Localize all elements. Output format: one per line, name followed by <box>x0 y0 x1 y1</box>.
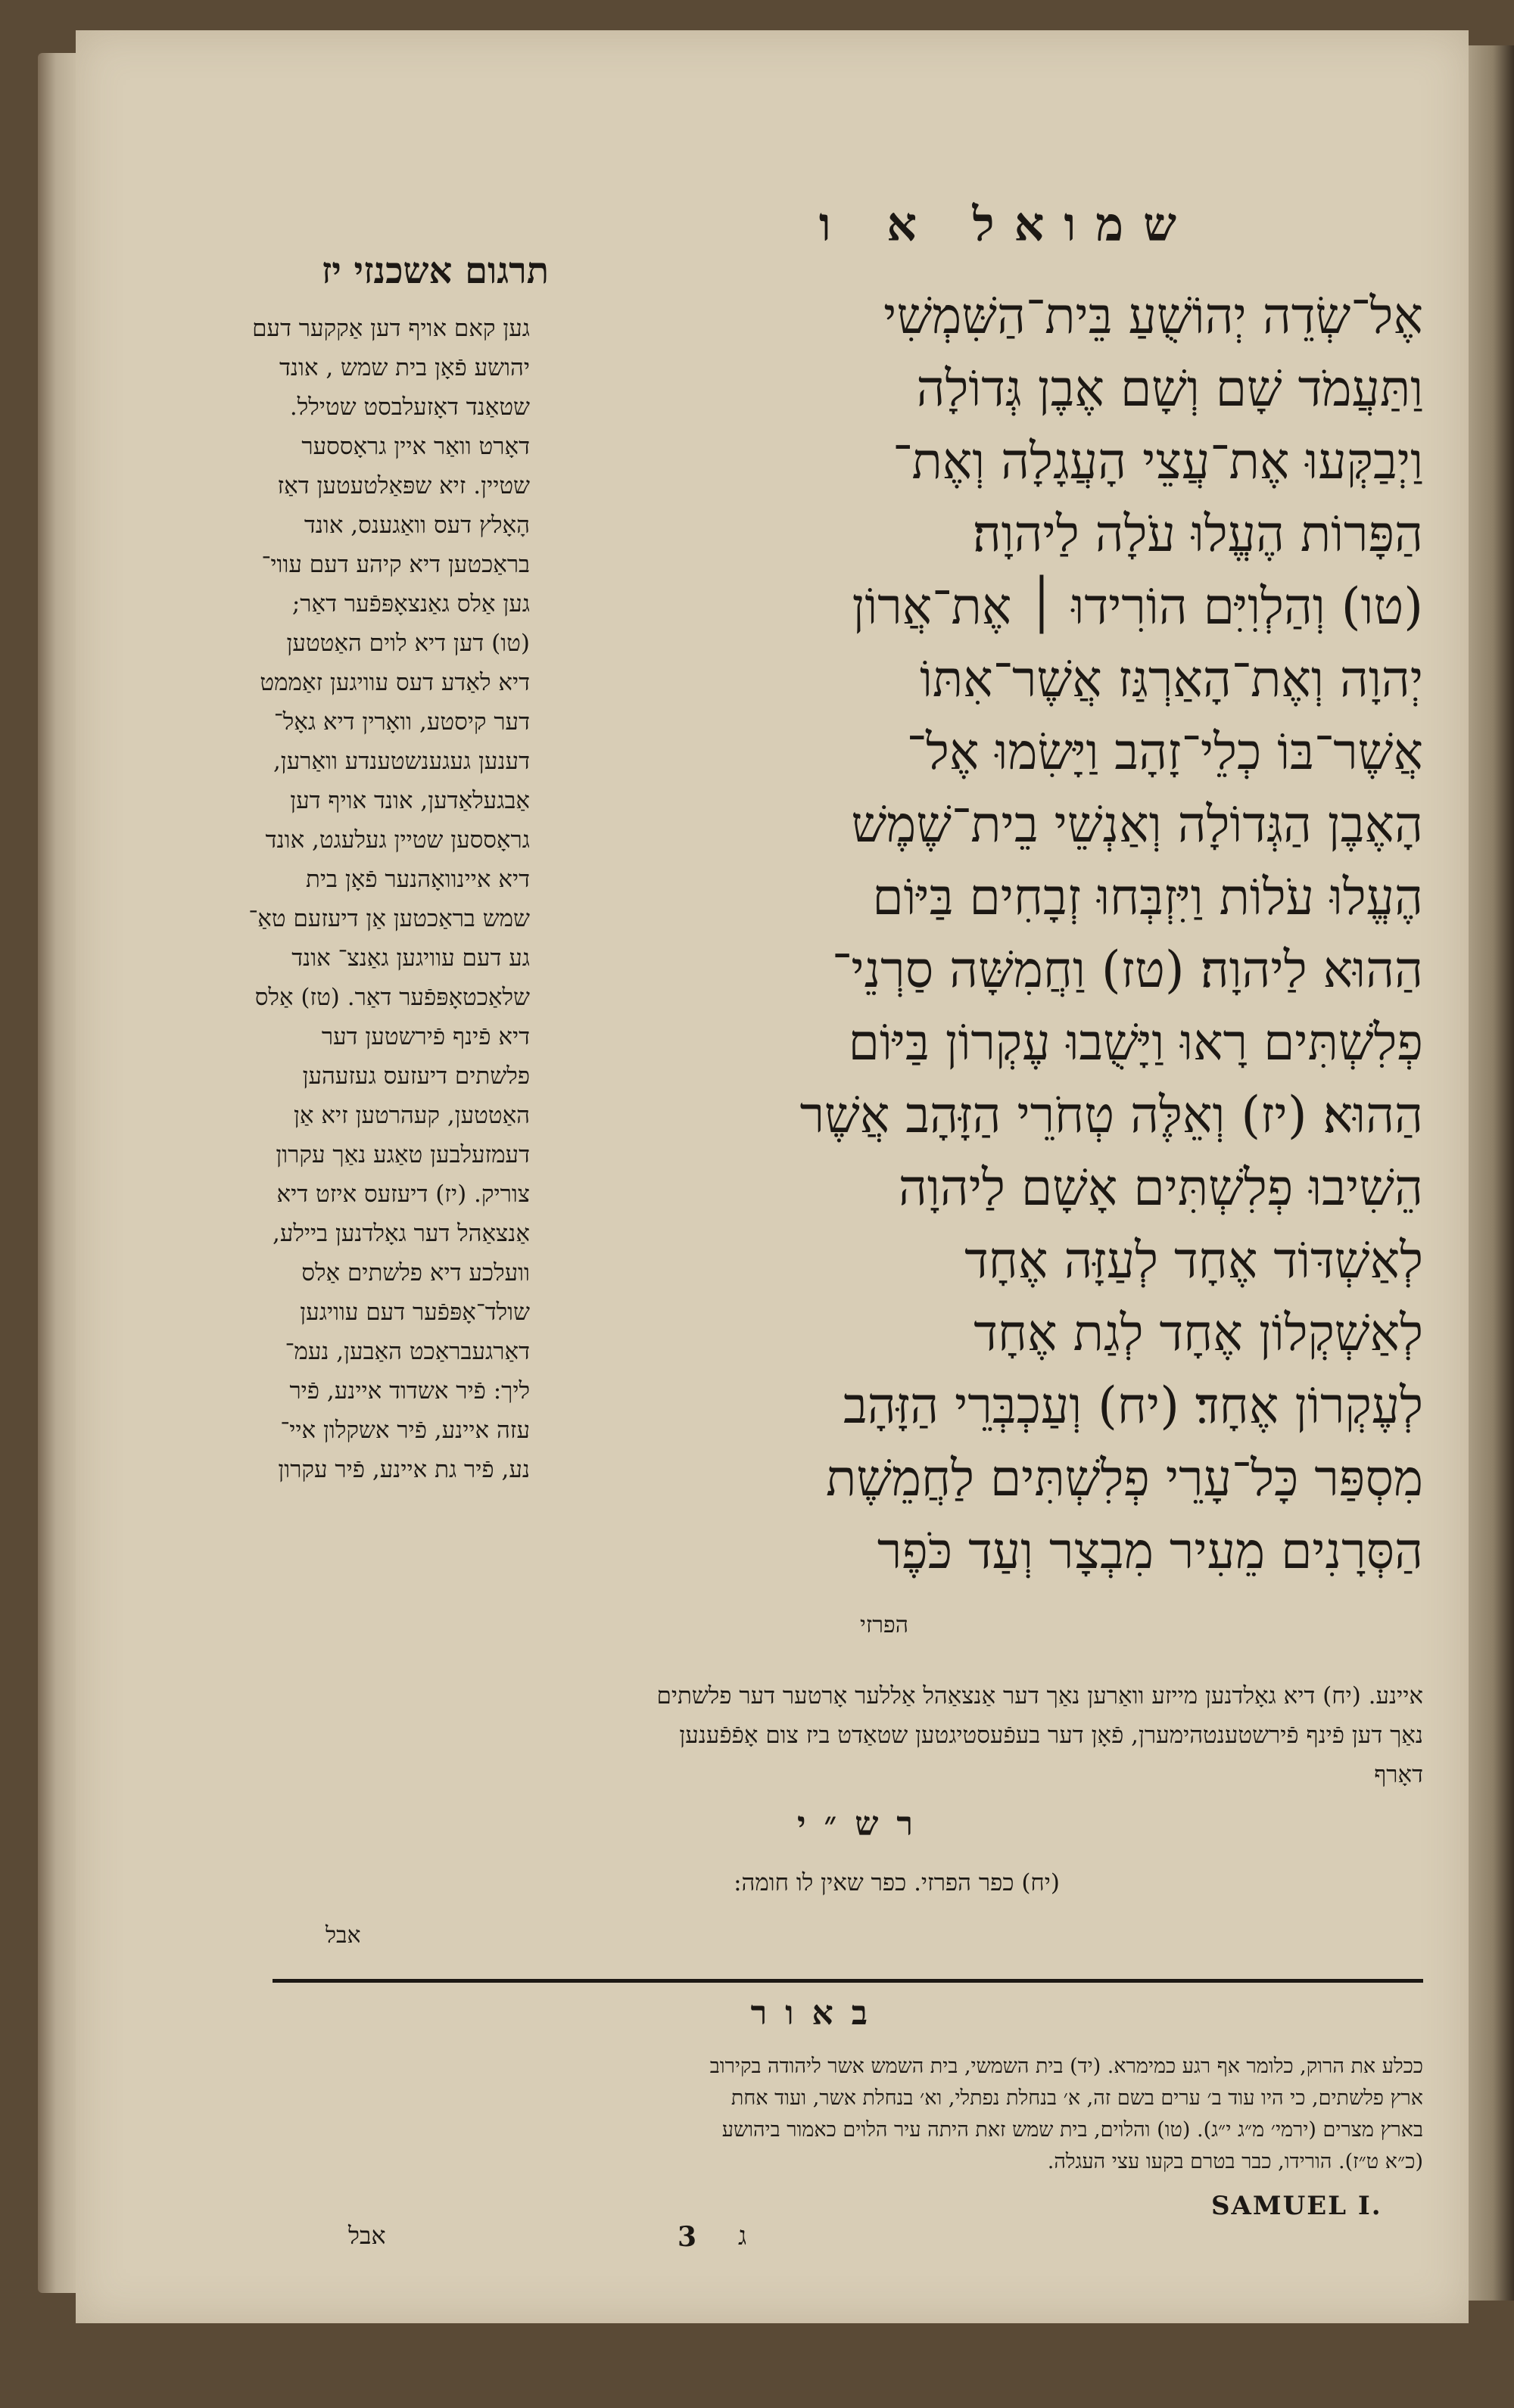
text-line: ארץ פלשתים, כי היו עוד ב׳ ערים בשם זה, א׳ בנחלת נפתלי, וא׳ בנחלת אשר, ועוד אחת <box>731 2086 1423 2110</box>
text-line: דיא פֿינף פֿירשטען דער <box>321 1023 530 1050</box>
text-line: פלשתים דיעזעס געזעהען <box>302 1062 530 1090</box>
text-line: דאָרף <box>1374 1761 1423 1788</box>
text-line: (כ״א ט״ז). הורידו, כבר בטרם בקעו עצי העגלה. <box>1047 2150 1423 2173</box>
text-line: נאַך דען פֿינף פֿירשטענטהימערן, פֿאָן דער בעפֿעסטיגטען שטאַדט ביז צום אָפֿפֿענען <box>679 1722 1423 1749</box>
text-line: וַיְבַקְּעוּ אֶת־עֲצֵי הָעֲגָלָה וְאֶת־ <box>893 432 1423 490</box>
text-line: גראָססען שטיין געלעגט, אונד <box>265 826 530 854</box>
text-line: צוריק. (יז) דיעזעס איזט דיא <box>276 1181 530 1208</box>
text-line: גען אַלס גאַנצאָפּפֿער דאַר; <box>291 590 530 618</box>
biur-heading: באור <box>750 1994 886 2033</box>
text-line: ליך: פֿיר אשדוד איינע, פֿיר <box>289 1377 530 1405</box>
text-line: איינע. (יח) דיא גאָלדנען מייזע וואַרען נאַך דער אַנצאַהל אַללער אָרטער דער פלשתים <box>656 1682 1423 1710</box>
text-line: הָאָלץ דעס וואַגענס, אונד <box>304 512 530 539</box>
text-line: יְהוָה וְאֶת־הָאַרְגַּז אֲשֶׁר־אִתּוֹ <box>919 650 1423 708</box>
rashi-catchword: אבל <box>326 1922 361 1949</box>
running-title: שמואל א ו <box>818 197 1196 252</box>
text-line: שטיין. זיא שפּאַלטעטען דאַז <box>277 472 530 499</box>
targum-column <box>136 309 530 1489</box>
text-line: דער קיסטע, וואָרין דיא גאָל־ <box>273 708 530 736</box>
targum-column-title: תרגום אשכנזי יז <box>321 250 549 292</box>
text-line: דאַרגעבראַכט האַבען, נעמ־ <box>285 1338 530 1365</box>
text-line: דיא לאַדע דעס עוויגען זאַממט <box>260 669 530 696</box>
biur-commentary <box>242 2051 1423 2178</box>
text-line: וַתַּעֲמֹד שָׁם וְשָׁם אֶבֶן גְּדוֹלָה <box>916 359 1423 418</box>
text-line: נע, פֿיר גת איינע, פֿיר עקרון <box>278 1456 530 1483</box>
text-line: מִסְפַּר כָּל־עָרֵי פְלִשְׁתִּים לַחֲמֵשֶׁת <box>825 1449 1423 1507</box>
text-line: הַסְּרָנִים מֵעִיר מִבְצָר וְעַד כֹּפֶר <box>877 1522 1423 1580</box>
text-line: שולד־אָפּפֿער דעם עוויגען <box>300 1299 530 1326</box>
text-line: הַפָּרוֹת הֶעֱלוּ עֹלָה לַיהוָה׃ <box>972 505 1423 563</box>
text-line: דאָרט וואַר איין גראָססער <box>301 433 530 460</box>
text-line: בראַכטען דיא קיהע דעם עווי־ <box>261 551 530 578</box>
text-line: הָאֶבֶן הַגְּדוֹלָה וְאַנְשֵׁי בֵית־שֶׁמֶשׁ <box>851 795 1423 854</box>
text-line: דעמזעלבען טאַגע נאַך עקרון <box>276 1141 530 1168</box>
text-line: אַנצאַהל דער גאָלדנען ביילע, <box>273 1220 530 1247</box>
text-line: אֶל־שְׂדֵה יְהוֹשֻׁעַ בֵּית־הַשִּׁמְשִׁי <box>883 287 1423 345</box>
text-line: לְעֶקְרוֹן אֶחָד׃ (יח) וְעַכְבְּרֵי הַזָּהָב <box>843 1377 1423 1435</box>
text-line: הַהוּא׃ (יז) וְאֵלֶּה טְחֹרֵי הַזָּהָב אֲשֶׁר <box>799 1086 1423 1144</box>
text-line: דיא איינוואָהנער פֿאָן בית <box>305 866 530 893</box>
book-page <box>76 30 1469 2323</box>
text-line: הֶעֱלוּ עֹלוֹת וַיִּזְבְּחוּ זְבָחִים בַּיּוֹם <box>872 868 1423 926</box>
text-line: לְאַשְׁדּוֹד אֶחָד לְעַזָּה אֶחָד <box>964 1231 1423 1290</box>
text-line: גע דעם עוויגען גאַנצ־ אונד <box>291 944 530 972</box>
text-line: עזה איינע, פֿיר אשקלון איי־ <box>280 1417 530 1444</box>
text-line: ככלע את הרוק, כלומר אף רגע כמימרא. (יד) בית השמשי, בית השמש אשר ליהודה בקירוב <box>709 2055 1423 2078</box>
section-divider <box>273 1979 1423 1983</box>
text-line: דענען געגענשטענדע וואַרען, <box>273 748 530 775</box>
signature-letter: ג <box>738 2221 747 2251</box>
targum-continuation <box>91 1676 1423 1794</box>
scripture-catchword: הפרזי <box>860 1612 908 1638</box>
text-line: אַבגעלאַדען, אונד אויף דען <box>290 787 530 814</box>
text-line: גען קאם אויף דען אַקקער דעם <box>252 315 530 342</box>
text-line: פְלִשְׁתִּים רָאוּ וַיָּשֻׁבוּ עֶקְרוֹן בַּיּוֹם <box>848 1013 1423 1072</box>
text-line: שמש בראַכטען אַן דיעזעם טאַ־ <box>248 905 530 932</box>
signature-number: 3 <box>678 2221 697 2253</box>
text-line: בארץ מצרים (ירמי׳ מ״ג י״ג). (טו) והלוים, בית שמש זאת היתה עיר הלוים כאמור ביהושע <box>721 2118 1423 2142</box>
text-line: שטאַנד דאָזעלבסט שטילל. <box>289 394 530 421</box>
text-line: האַטטען, קעהרטען זיא אַן <box>294 1102 530 1129</box>
text-line: הַהוּא לַיהוָה׃ (טז) וַחֲמִשָּׁה סַרְנֵי־ <box>832 941 1423 999</box>
rashi-heading: רש״י <box>796 1805 931 1843</box>
text-line: וועלכע דיא פלשתים אַלס <box>301 1259 530 1286</box>
text-line: יהושע פֿאָן בית שמש , אונד <box>279 354 530 381</box>
text-line: (טו) דען דיא לוים האַטטען <box>286 630 530 657</box>
footer-book-name: SAMUEL I. <box>1211 2191 1382 2221</box>
footer-catchword: אבל <box>348 2221 386 2250</box>
scripture-column <box>500 280 1423 1588</box>
text-line: שלאַכטאָפּפֿער דאַר. (טז) אַלס <box>254 984 530 1011</box>
text-line: אֲשֶׁר־בּוֹ כְלֵי־זָהָב וַיָּשִׂמוּ אֶל־ <box>906 723 1423 781</box>
text-line: (טו) וְהַלְוִיִּם הוֹרִידוּ ׀ אֶת־אֲרוֹן <box>852 577 1423 636</box>
rashi-commentary: (יח) כפר הפרזי. כפר שאין לו חומה: <box>734 1869 1060 1896</box>
text-line: לְאַשְׁקְלוֹן אֶחָד לְגַת אֶחָד <box>974 1304 1423 1362</box>
page-edge-right <box>1461 45 1514 2301</box>
text-line: הֵשִׁיבוּ פְלִשְׁתִּים אָשָׁם לַיהוָה <box>898 1159 1423 1217</box>
